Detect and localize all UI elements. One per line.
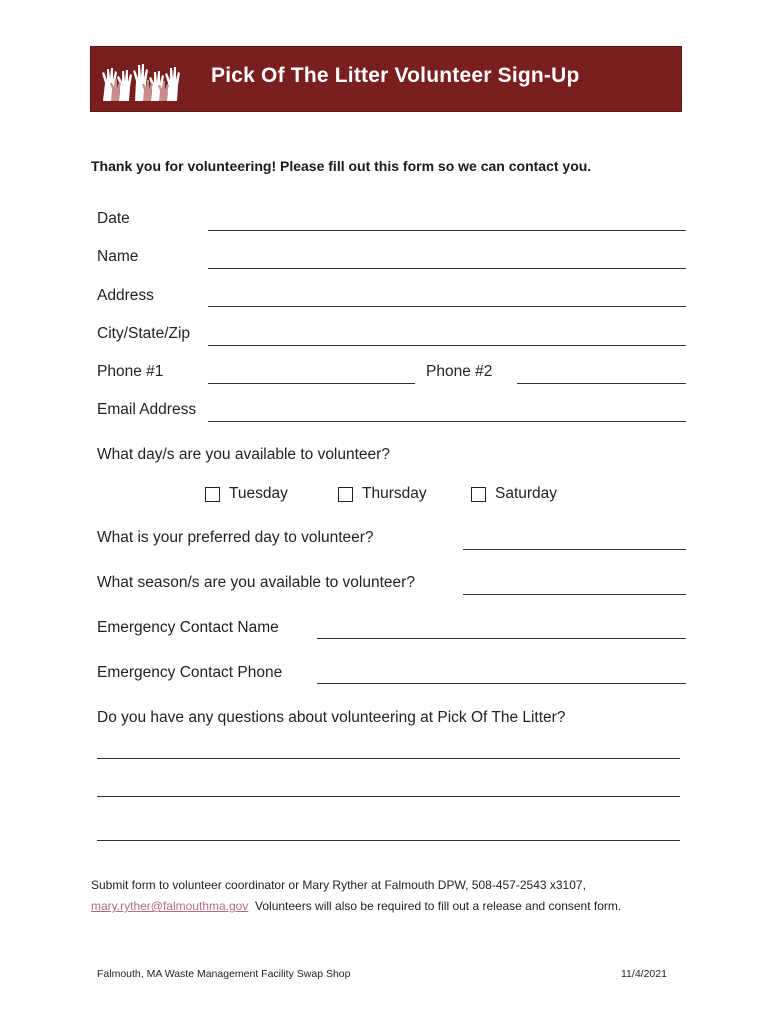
preferred-day-field[interactable] <box>463 549 686 550</box>
submit-note-line2 <box>91 899 621 913</box>
tuesday-checkbox[interactable] <box>205 487 220 502</box>
questions-label: Do you have any questions about volunteering at Pick Of The Litter? <box>97 709 566 726</box>
footer-date: 11/4/2021 <box>621 968 667 980</box>
availability-question: What day/s are you available to volunteer? <box>97 446 390 463</box>
tuesday-label: Tuesday <box>229 485 288 502</box>
emergency-name-field[interactable] <box>317 638 686 639</box>
emergency-phone-label: Emergency Contact Phone <box>97 664 283 681</box>
submit-note-line1: Submit form to volunteer coordinator or Mary Ryther at Falmouth DPW, 508-457-2543 x3107, <box>91 878 586 892</box>
coordinator-email-link[interactable]: mary.ryther@falmouthma.gov <box>91 899 249 913</box>
thursday-checkbox[interactable] <box>338 487 353 502</box>
intro-text: Thank you for volunteering! Please fill out this form so we can contact you. <box>91 158 592 174</box>
header-banner <box>90 46 682 112</box>
questions-line-1[interactable] <box>97 758 680 759</box>
date-label: Date <box>97 210 130 227</box>
email-field[interactable] <box>208 421 686 422</box>
preferred-day-label: What is your preferred day to volunteer? <box>97 529 374 546</box>
name-field[interactable] <box>208 268 686 269</box>
raised-hands-icon <box>99 61 187 101</box>
address-field[interactable] <box>208 306 686 307</box>
phone2-label: Phone #2 <box>426 363 493 380</box>
footer-organization: Falmouth, MA Waste Management Facility Swap Shop <box>97 968 351 980</box>
release-form-note: Volunteers will also be required to fill out a release and consent form. <box>255 899 622 913</box>
date-field[interactable] <box>208 230 686 231</box>
form-title: Pick Of The Litter Volunteer Sign-Up <box>211 64 580 87</box>
season-label: What season/s are you available to volunteer? <box>97 574 415 591</box>
email-label: Email Address <box>97 401 197 418</box>
city-state-zip-label: City/State/Zip <box>97 325 191 342</box>
phone1-label: Phone #1 <box>97 363 164 380</box>
thursday-label: Thursday <box>362 485 427 502</box>
emergency-name-label: Emergency Contact Name <box>97 619 279 636</box>
address-label: Address <box>97 287 154 304</box>
questions-line-3[interactable] <box>97 840 680 841</box>
phone2-field[interactable] <box>517 383 686 384</box>
name-label: Name <box>97 248 139 265</box>
phone1-field[interactable] <box>208 383 415 384</box>
season-field[interactable] <box>463 594 686 595</box>
saturday-label: Saturday <box>495 485 558 502</box>
emergency-phone-field[interactable] <box>317 683 686 684</box>
thursday-option[interactable] <box>338 485 427 503</box>
tuesday-option[interactable] <box>205 485 288 503</box>
saturday-option[interactable] <box>471 485 557 503</box>
saturday-checkbox[interactable] <box>471 487 486 502</box>
questions-line-2[interactable] <box>97 796 680 797</box>
city-state-zip-field[interactable] <box>208 345 686 346</box>
